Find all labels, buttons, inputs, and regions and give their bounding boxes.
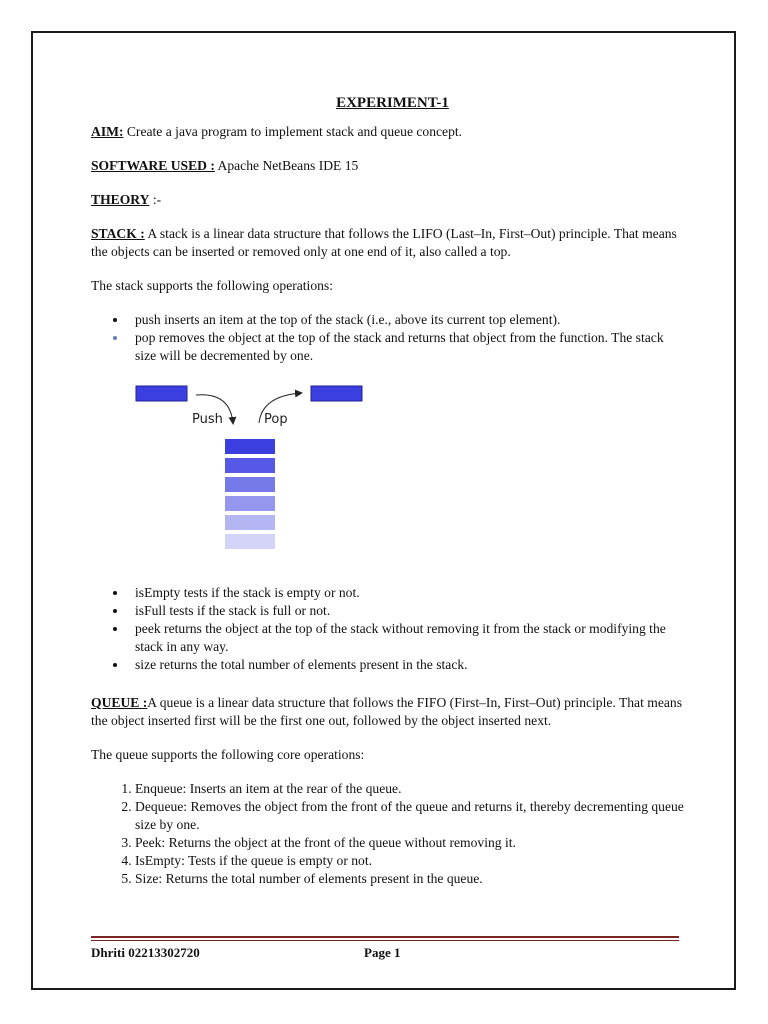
- stack-element: [225, 439, 275, 454]
- stack-paragraph: [91, 225, 686, 261]
- pushed-item-block: [136, 386, 187, 401]
- stack-ops-intro: The stack supports the following operations:: [91, 278, 333, 293]
- stack-element: [225, 534, 275, 549]
- queue-ops-list: [91, 780, 686, 888]
- list-item: 2. Dequeue: Removes the object from the front of the queue and returns it, thereby decrementing queue size by one.: [135, 798, 686, 834]
- theory-heading: [91, 191, 686, 209]
- queue-paragraph: [91, 694, 686, 730]
- footer-page-number: Page 1: [364, 945, 401, 960]
- list-item: isFull tests if the stack is full or not.: [135, 602, 686, 620]
- stack-element: [225, 515, 275, 530]
- push-pop-illustration: [91, 377, 686, 573]
- stack-ops-list-a: [91, 311, 686, 365]
- pop-label: Pop: [264, 412, 288, 427]
- theory-suffix: :-: [149, 192, 162, 207]
- stack-element: [225, 477, 275, 492]
- aim-label: AIM:: [91, 124, 124, 139]
- stack-element: [225, 496, 275, 511]
- list-item: 1. Enqueue: Inserts an item at the rear of the queue.: [135, 780, 686, 798]
- list-item: pop removes the object at the top of the stack and returns that object from the function. The stack size will be decremented by one.: [135, 329, 686, 365]
- list-item: 4. IsEmpty: Tests if the queue is empty or not.: [135, 852, 686, 870]
- stack-text: A stack is a linear data structure that follows the LIFO (Last–In, First–Out) principle. That means the objects can be inserted or removed only at one end of it, also called a top.: [91, 226, 677, 259]
- popped-item-block: [311, 386, 362, 401]
- stack-label: STACK :: [91, 226, 145, 241]
- list-item: push inserts an item at the top of the stack (i.e., above its current top element).: [135, 311, 686, 329]
- push-label: Push: [192, 412, 223, 427]
- software-paragraph: [91, 157, 686, 175]
- footer-author: Dhriti 02213302720: [91, 945, 200, 960]
- aim-paragraph: [91, 123, 686, 141]
- list-item: size returns the total number of elements present in the stack.: [135, 656, 686, 674]
- list-item: isEmpty tests if the stack is empty or not.: [135, 584, 686, 602]
- footer-rule-thin: [91, 940, 679, 941]
- theory-label: THEORY: [91, 192, 150, 207]
- software-label: SOFTWARE USED :: [91, 158, 215, 173]
- software-text: Apache NetBeans IDE 15: [214, 158, 359, 173]
- stack-element: [225, 458, 275, 473]
- queue-ops-intro: The queue supports the following core operations:: [91, 747, 365, 762]
- queue-text: A queue is a linear data structure that follows the FIFO (First–In, First–Out) principle. That means the object inserted first will be the first one out, followed by the object inserted next.: [91, 695, 682, 728]
- queue-label: QUEUE :: [91, 695, 148, 710]
- footer-rule: [91, 936, 679, 938]
- list-item: peek returns the object at the top of the stack without removing it from the stack or modifying the stack in any way.: [135, 620, 686, 656]
- list-item: 3. Peek: Returns the object at the front of the queue without removing it.: [135, 834, 686, 852]
- aim-text: Create a java program to implement stack and queue concept.: [123, 124, 463, 139]
- page-title: EXPERIMENT-1: [336, 95, 449, 111]
- stack-diagram: [91, 377, 686, 573]
- document-body: [91, 94, 686, 888]
- stack-ops-list-b: [91, 584, 686, 674]
- list-item: 5. Size: Returns the total number of elements present in the queue.: [135, 870, 686, 888]
